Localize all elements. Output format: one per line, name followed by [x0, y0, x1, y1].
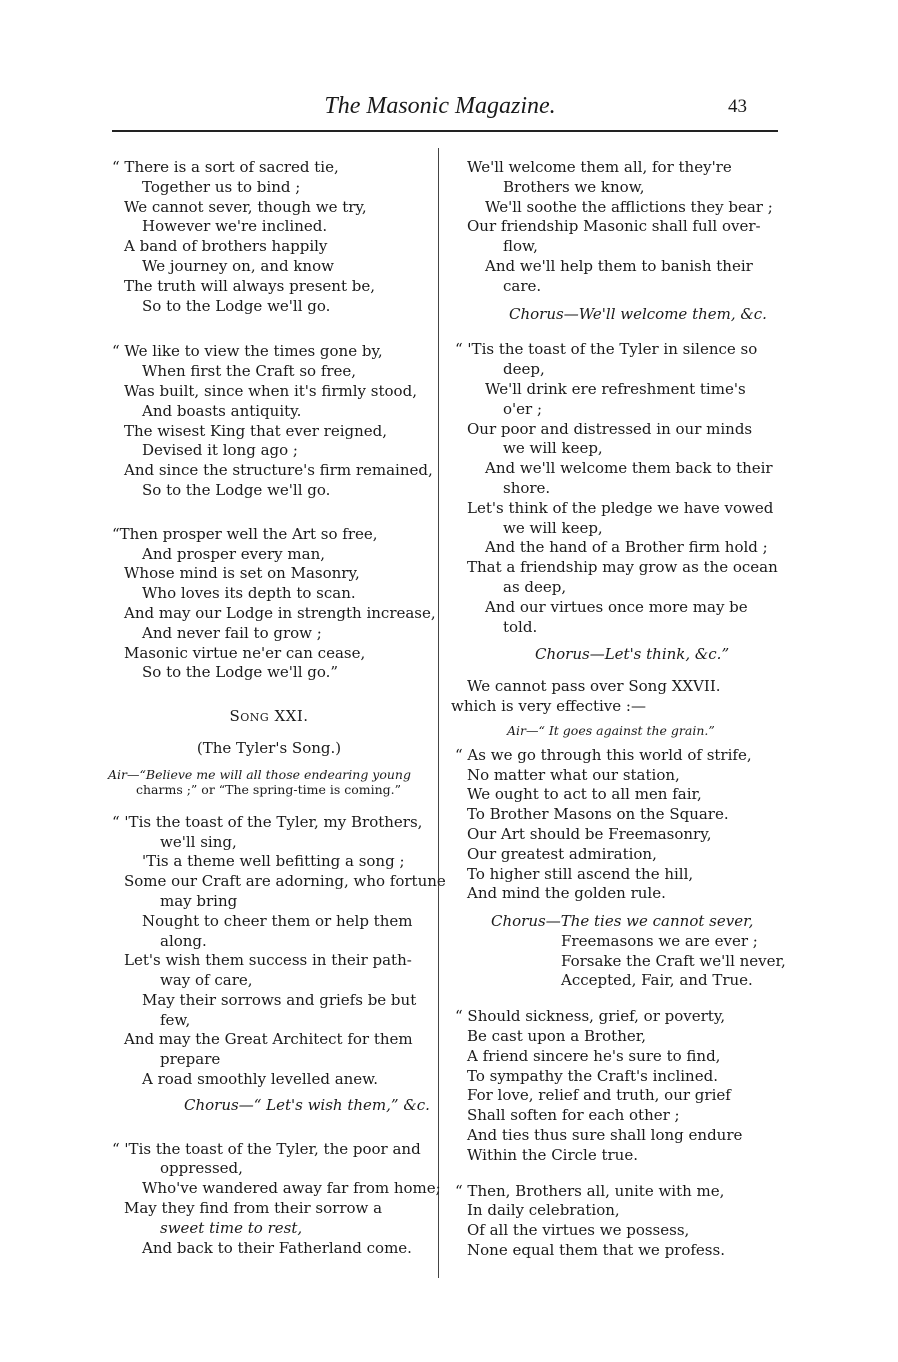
verse-line: prepare	[160, 1050, 221, 1069]
verse-line: And ties thus sure shall long endure	[467, 1126, 743, 1145]
verse-line: And never fail to grow ;	[142, 623, 322, 642]
verse-line: “ As we go through this world of strife,	[455, 745, 752, 764]
verse-line: And our virtues once more may be	[485, 597, 748, 616]
verse-line: few,	[160, 1010, 191, 1029]
verse-line: o'er ;	[503, 399, 543, 418]
verse-line: We'll welcome them all, for they're	[467, 158, 732, 176]
verse-line: we'll sing,	[160, 832, 237, 851]
page-number: 43	[728, 96, 747, 117]
verse-line: However we're inclined.	[142, 217, 328, 236]
verse-line: We'll soothe the afflictions they bear ;	[485, 197, 773, 216]
right-column	[451, 158, 786, 1261]
verse-line: “ We like to view the times gone by,	[112, 342, 383, 361]
verse-line: Masonic virtue ne'er can cease,	[124, 643, 366, 662]
verse-line: told.	[503, 617, 538, 636]
verse-line: we will keep,	[503, 518, 603, 537]
verse-line: May their sorrows and griefs be but	[142, 990, 417, 1009]
verse-line: Be cast upon a Brother,	[467, 1027, 647, 1046]
chorus-line: Chorus—“ Let's wish them,” &c.	[184, 1095, 430, 1114]
verse-line: So to the Lodge we'll go.	[142, 480, 331, 499]
verse-line: Let's think of the pledge we have vowed	[467, 498, 774, 517]
verse-line: Shall soften for each other ;	[467, 1106, 680, 1125]
verse-line: And may our Lodge in strength increase,	[124, 603, 436, 622]
verse-line: “Then prosper well the Art so free,	[112, 524, 378, 543]
chorus-line: Forsake the Craft we'll never,	[561, 951, 786, 970]
poem-stanza	[451, 340, 781, 637]
verse-line: Our friendship Masonic shall full over-	[467, 217, 761, 236]
verse-line: And boasts antiquity.	[142, 401, 302, 420]
air-note: Air—“Believe me will all those endearing young	[108, 766, 411, 782]
verse-line: For love, relief and truth, our grief	[467, 1086, 731, 1105]
verse-line: In daily celebration,	[467, 1201, 620, 1220]
verse-line: Whose mind is set on Masonry,	[124, 564, 360, 583]
verse-line: sweet time to rest,	[160, 1218, 303, 1237]
verse-line: So to the Lodge we'll go.	[142, 296, 331, 315]
verse-line: When first the Craft so free,	[142, 362, 357, 381]
verse-line: And we'll welcome them back to their	[485, 459, 773, 478]
verse-line: A friend sincere he's sure to find,	[467, 1046, 721, 1065]
verse-line: way of care,	[160, 971, 253, 990]
verse-line: Our greatest admiration,	[467, 844, 657, 863]
verse-line: Nought to cheer them or help them	[142, 911, 413, 930]
verse-line: And the hand of a Brother firm hold ;	[485, 538, 768, 557]
verse-line: “ 'Tis the toast of the Tyler, the poor and	[112, 1139, 421, 1158]
poem-stanza	[108, 158, 430, 316]
verse-line: oppressed,	[160, 1159, 243, 1178]
chorus-line: Freemasons we are ever ;	[561, 931, 758, 950]
chorus-line: Chorus—The ties we cannot sever,	[491, 912, 754, 931]
verse-line: To sympathy the Craft's inclined.	[467, 1066, 718, 1085]
verse-line: we will keep,	[503, 439, 603, 458]
air-note: charms ;” or “The spring-time is coming.”	[136, 781, 402, 797]
verse-line: And mind the golden rule.	[467, 884, 666, 903]
verse-line: Brothers we know,	[503, 177, 645, 196]
verse-line: Of all the virtues we possess,	[467, 1221, 690, 1240]
air-note: Air—“ It goes against the grain.”	[507, 722, 715, 738]
verse-line: The wisest King that ever reigned,	[124, 421, 387, 440]
verse-line: “ 'Tis the toast of the Tyler in silence so	[455, 340, 758, 359]
verse-line: “ 'Tis the toast of the Tyler, my Brothers,	[112, 812, 423, 831]
verse-line: And back to their Fatherland come.	[142, 1238, 412, 1257]
poem-stanza	[451, 746, 781, 904]
verse-line: “ Should sickness, grief, or poverty,	[455, 1007, 726, 1026]
verse-line: Within the Circle true.	[467, 1145, 638, 1164]
verse-line: 'Tis a theme well befitting a song ;	[142, 852, 405, 871]
verse-line: Who loves its depth to scan.	[142, 584, 356, 603]
prose-line: We cannot pass over Song XXVII.	[467, 677, 721, 696]
left-column	[108, 158, 446, 1258]
verse-line: We ought to act to all men fair,	[467, 785, 702, 804]
verse-line: To Brother Masons on the Square.	[467, 805, 729, 824]
verse-line: To higher still ascend the hill,	[467, 864, 694, 883]
poem-stanza	[108, 524, 436, 683]
verse-line: Devised it long ago ;	[142, 441, 298, 460]
verse-line: And may the Great Architect for them	[124, 1030, 413, 1049]
poem-stanza	[451, 158, 781, 297]
verse-line: We'll drink ere refreshment time's	[485, 379, 746, 398]
verse-line: Was built, since when it's firmly stood,	[124, 381, 417, 400]
verse-line: Let's wish them success in their path-	[124, 951, 412, 970]
chorus-line: Chorus—Let's think, &c.”	[535, 645, 730, 664]
chorus-block	[451, 912, 786, 991]
verse-line: A road smoothly levelled anew.	[142, 1070, 379, 1089]
verse-line: We cannot sever, though we try,	[124, 197, 367, 216]
verse-line: None equal them that we profess.	[467, 1241, 725, 1260]
song-heading: Song XXI.	[229, 707, 309, 726]
poem-stanza	[108, 342, 433, 500]
verse-line: And prosper every man,	[142, 544, 326, 563]
poem-stanza	[108, 1139, 441, 1259]
verse-line: And we'll help them to banish their	[485, 256, 753, 275]
verse-line: care.	[503, 276, 542, 295]
verse-line: flow,	[503, 237, 538, 256]
verse-line: Who've wandered away far from home;	[142, 1179, 441, 1198]
verse-line: We journey on, and know	[142, 256, 334, 275]
verse-line: No matter what our station,	[467, 765, 680, 784]
header-rule	[112, 130, 778, 132]
verse-line: Some our Craft are adorning, who fortune	[124, 872, 446, 891]
verse-line: Together us to bind ;	[142, 177, 301, 196]
verse-line: Our poor and distressed in our minds	[467, 419, 753, 438]
verse-line: That a friendship may grow as the ocean	[467, 558, 778, 577]
prose-line: which is very effective :—	[451, 696, 646, 715]
verse-line: The truth will always present be,	[124, 276, 376, 295]
song-subtitle: (The Tyler's Song.)	[196, 738, 342, 757]
chorus-line: Accepted, Fair, and True.	[561, 971, 753, 990]
chorus-line: Chorus—We'll welcome them, &c.	[509, 304, 767, 323]
verse-line: may bring	[160, 891, 238, 910]
verse-line: So to the Lodge we'll go.”	[142, 663, 339, 682]
poem-stanza	[451, 1182, 781, 1261]
verse-line: shore.	[503, 478, 551, 497]
verse-line: along.	[160, 931, 207, 950]
poem-stanza	[451, 1007, 781, 1165]
verse-line: A band of brothers happily	[124, 237, 328, 256]
verse-line: as deep,	[503, 577, 567, 596]
verse-line: Our Art should be Freemasonry,	[467, 824, 712, 843]
poem-stanza	[108, 812, 446, 1090]
verse-line: May they find from their sorrow a	[124, 1199, 383, 1218]
column-divider	[438, 148, 439, 1278]
verse-line: deep,	[503, 360, 545, 379]
verse-line: And since the structure's firm remained,	[124, 461, 433, 480]
page-header-title: The Masonic Magazine.	[324, 93, 556, 119]
verse-line: “ Then, Brothers all, unite with me,	[455, 1181, 725, 1200]
verse-line: “ There is a sort of sacred tie,	[112, 158, 339, 176]
